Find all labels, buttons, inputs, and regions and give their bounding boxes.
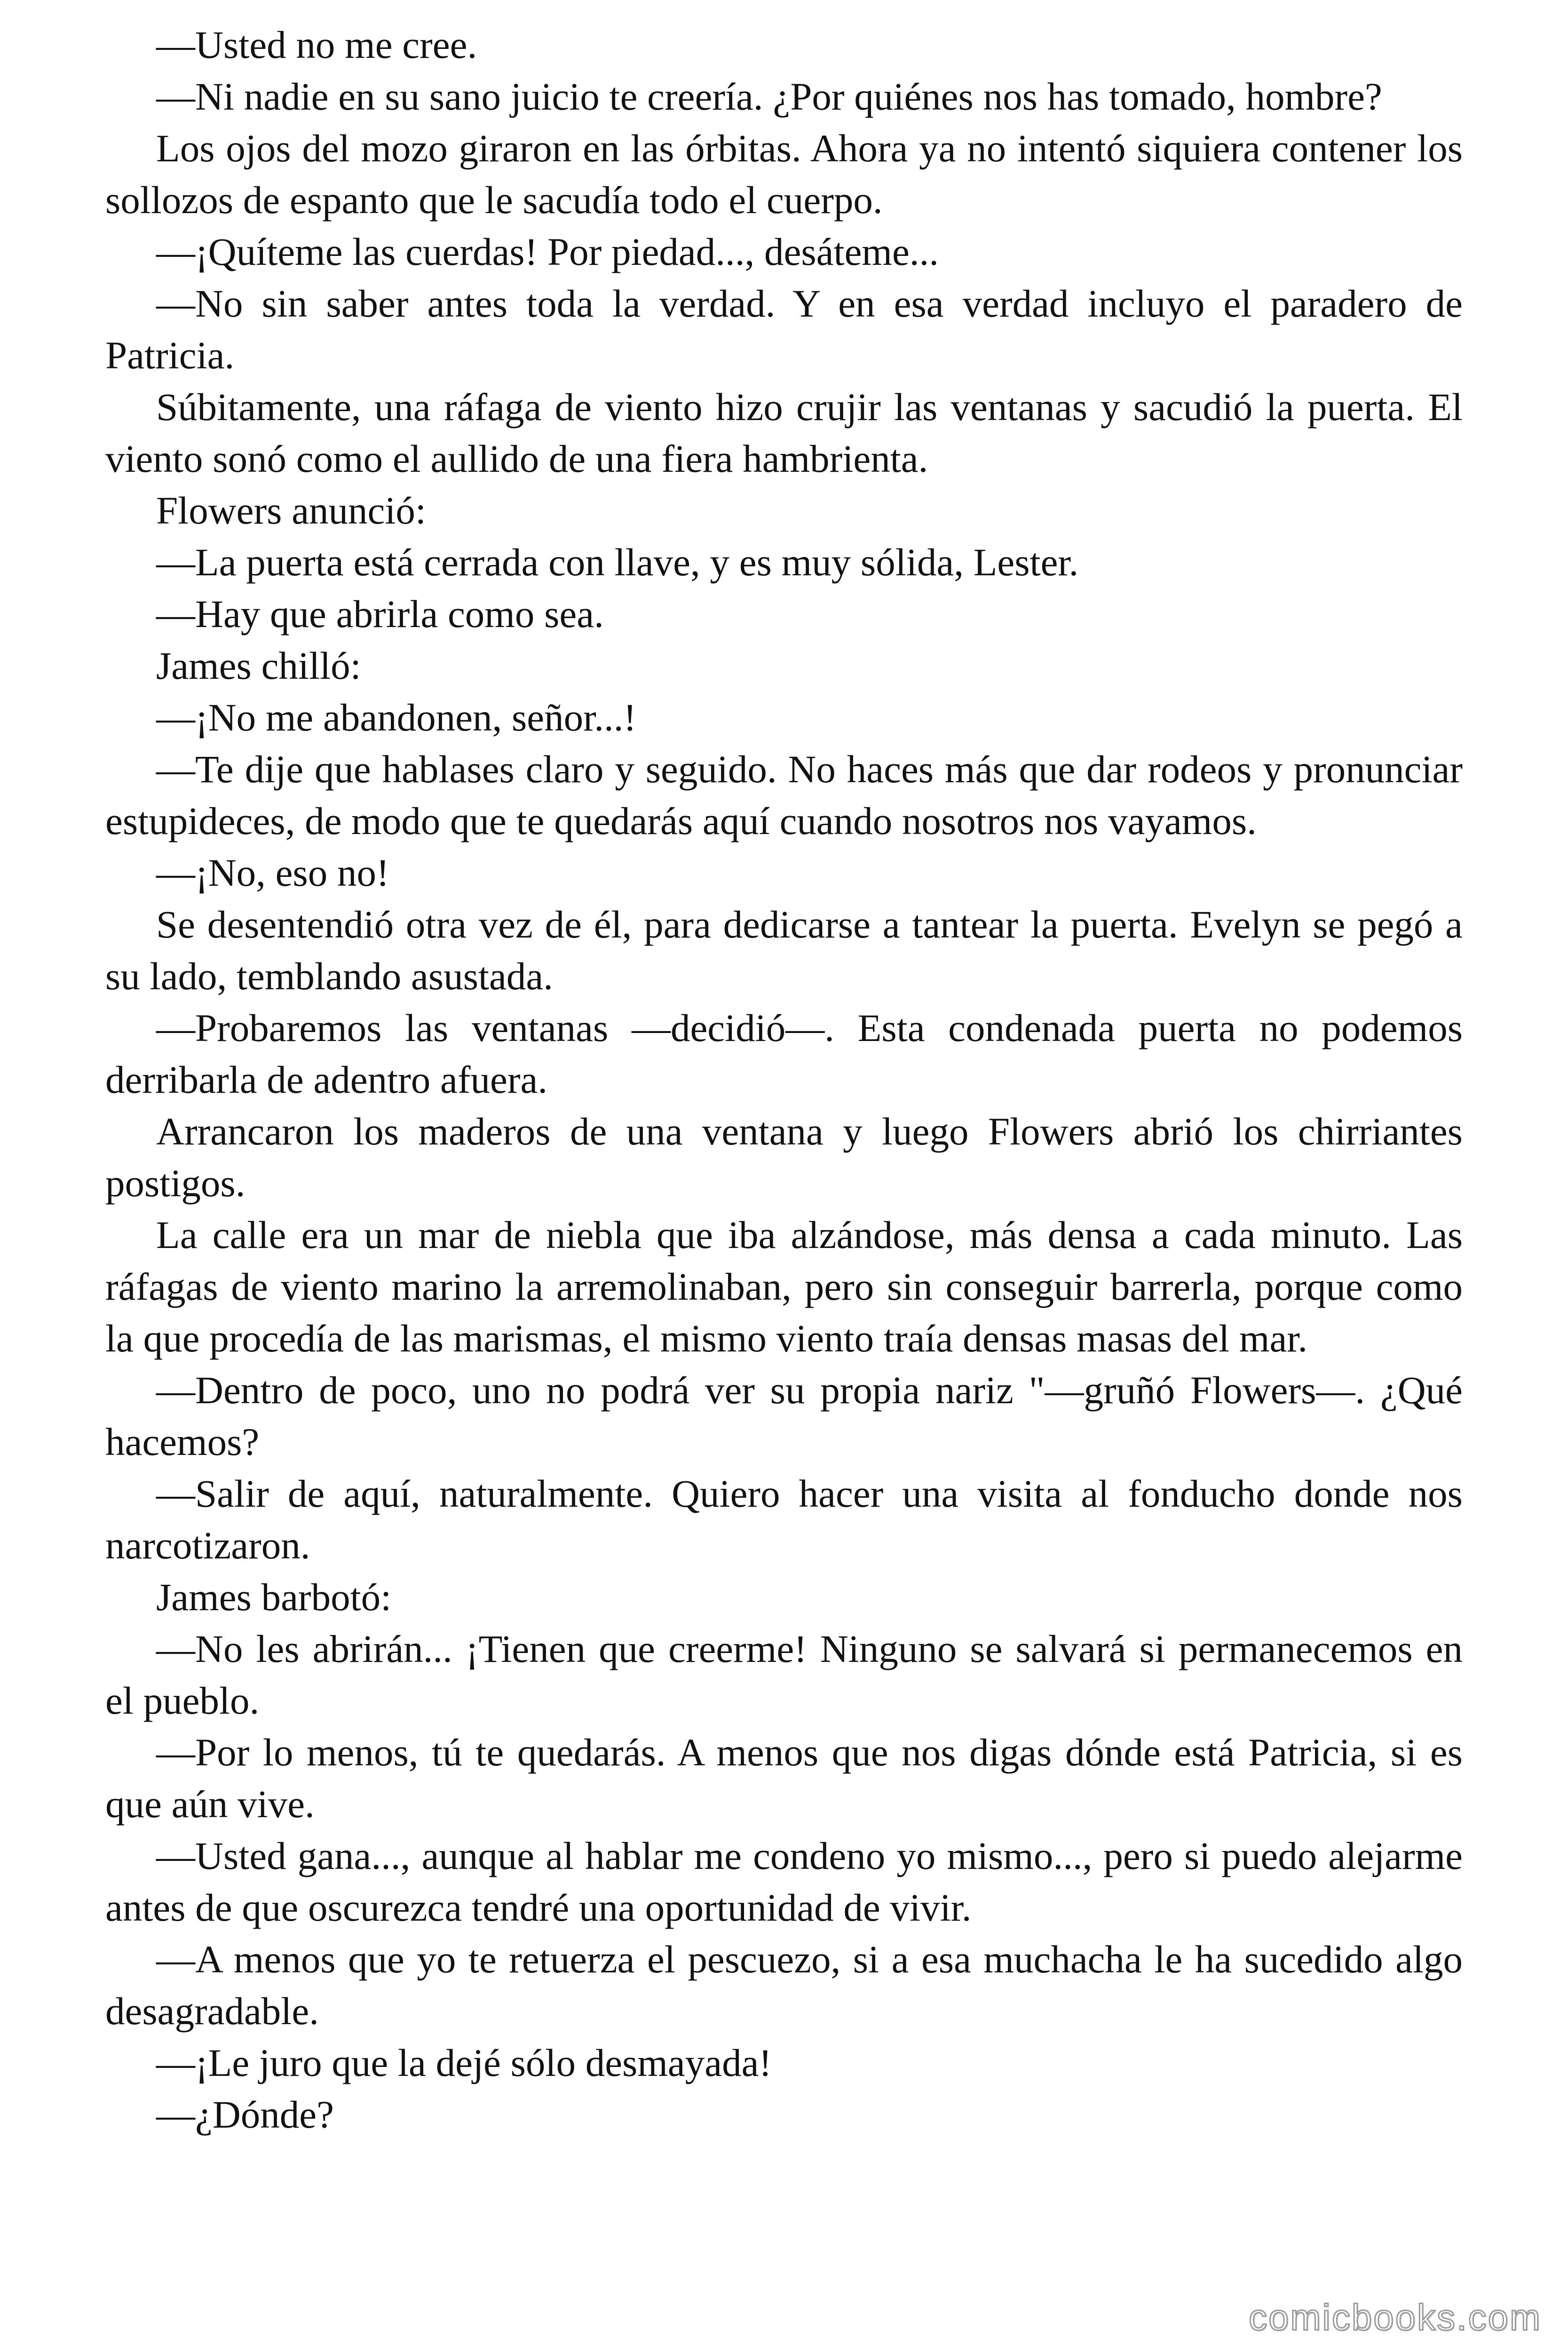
paragraph: —Usted gana..., aunque al hablar me condeno yo mismo..., pero si puedo alejarme antes de que oscurezca tendré una oportunidad de vivir. [105, 1834, 1463, 1929]
paragraph: Flowers anunció: [156, 489, 426, 532]
paragraph: —Ni nadie en su sano juicio te creería. ¿Por quiénes nos has tomado, hombre? [156, 75, 1382, 118]
paragraph: —¡No me abandonen, señor...! [156, 696, 637, 739]
paragraph: Arrancaron los maderos de una ventana y luego Flowers abrió los chirriantes postigos. [105, 1110, 1463, 1205]
paragraph: —Por lo menos, tú te quedarás. A menos que nos digas dónde está Patricia, si es que aún vive. [105, 1731, 1463, 1826]
paragraph: —No les abrirán... ¡Tienen que creerme! Ninguno se salvará si permanecemos en el pueblo. [105, 1627, 1463, 1722]
paragraph: —¿Dónde? [156, 2093, 334, 2136]
paragraph: —Usted no me cree. [156, 23, 477, 66]
paragraph: Se desentendió otra vez de él, para dedicarse a tantear la puerta. Evelyn se pegó a su lado, temblando asustada. [105, 903, 1463, 998]
body-text [105, 19, 1463, 2140]
paragraph: Súbitamente, una ráfaga de viento hizo crujir las ventanas y sacudió la puerta. El viento sonó como el aullido de una fiera hambrienta. [105, 385, 1463, 480]
paragraph: —Salir de aquí, naturalmente. Quiero hacer una visita al fonducho donde nos narcotizaron. [105, 1472, 1463, 1567]
paragraph: —¡Le juro que la dejé sólo desmayada! [156, 2041, 772, 2084]
paragraph: James chilló: [156, 644, 361, 687]
paragraph: —Te dije que hablases claro y seguido. No haces más que dar rodeos y pronunciar estupideces, de modo que te quedarás aquí cuando nosotros nos vayamos. [105, 747, 1463, 842]
paragraph: —¡Quíteme las cuerdas! Por piedad..., desáteme... [156, 230, 939, 273]
paragraph: —Probaremos las ventanas —decidió—. Esta condenada puerta no podemos derribarla de adentro afuera. [105, 1006, 1463, 1101]
paragraph: —A menos que yo te retuerza el pescuezo, si a esa muchacha le ha sucedido algo desagradable. [105, 1938, 1463, 2033]
paragraph: —¡No, eso no! [156, 851, 389, 894]
paragraph: —No sin saber antes toda la verdad. Y en esa verdad incluyo el paradero de Patricia. [105, 282, 1463, 377]
paragraph: —Hay que abrirla como sea. [156, 592, 604, 636]
paragraph: La calle era un mar de niebla que iba alzándose, más densa a cada minuto. Las ráfagas de viento marino la arremolinaban, pero sin conseguir barrerla, porque como la que procedía de las marismas, el mismo viento traía densas masas del mar. [105, 1213, 1463, 1360]
paragraph: Los ojos del mozo giraron en las órbitas. Ahora ya no intentó siquiera contener los sollozos de espanto que le sacudía todo el cuerpo. [105, 127, 1463, 222]
watermark-logo: comicbooks.com [1249, 2296, 1542, 2338]
paragraph: —Dentro de poco, uno no podrá ver su propia nariz "—gruñó Flowers—. ¿Qué hacemos? [105, 1368, 1463, 1463]
paragraph: —La puerta está cerrada con llave, y es muy sólida, Lester. [156, 540, 1079, 584]
paragraph: James barbotó: [156, 1575, 392, 1619]
